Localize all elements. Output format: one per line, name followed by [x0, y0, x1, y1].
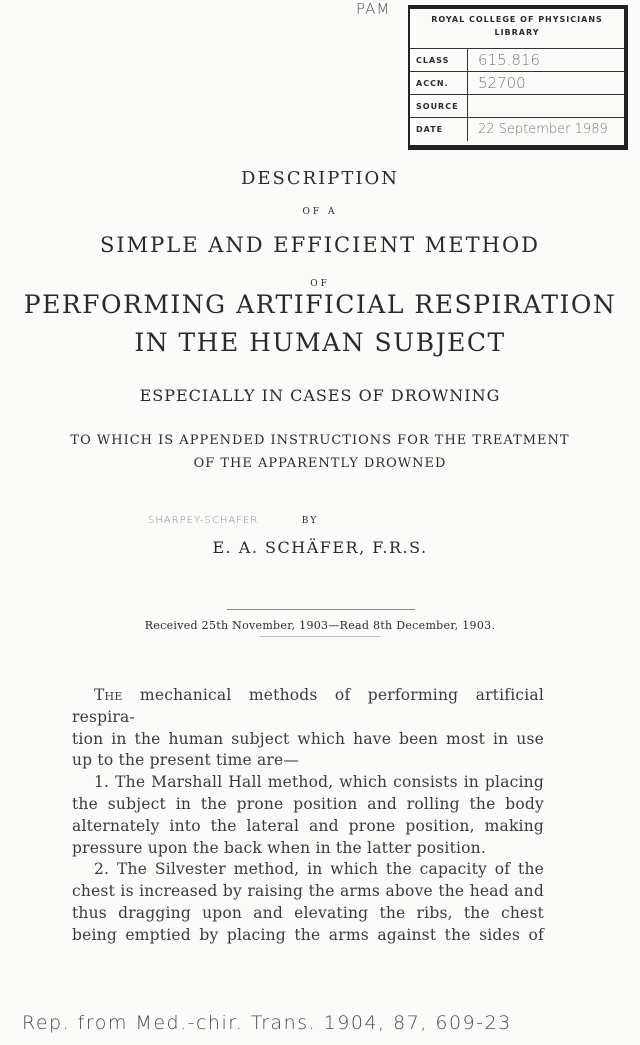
stamp-row-accn	[410, 72, 624, 95]
stamp-label: DATE	[410, 118, 468, 141]
body-line: thus dragging upon and elevating the ribs, the chest	[72, 903, 544, 922]
pencil-mark-top: PAM	[356, 0, 391, 18]
stamp-value: 22 September 1989	[478, 122, 608, 137]
body-line: pressure upon the back when in the latter position.	[72, 838, 486, 857]
body-line: The mechanical methods of performing artificial respira-	[72, 686, 544, 726]
title-description: DESCRIPTION	[240, 168, 400, 189]
stamp-row-class	[410, 49, 624, 72]
stamp-row-source	[410, 95, 624, 118]
stamp-header	[410, 9, 624, 49]
pencil-author-note: SHARPEY-SCHAFER	[148, 515, 259, 526]
divider-top	[227, 609, 415, 610]
stamp-row-date	[410, 118, 624, 141]
stamp-value	[468, 95, 624, 117]
stamp-label: SOURCE	[410, 95, 468, 117]
subtitle-appended-line1: TO WHICH IS APPENDED INSTRUCTIONS FOR THE TREATMENT	[70, 433, 570, 448]
body-line: chest is increased by raising the arms above the head and	[72, 882, 544, 901]
body-line: 2. The Silvester method, in which the capacity of the	[94, 860, 544, 879]
title-performing: PERFORMING ARTIFICIAL RESPIRATION	[23, 290, 617, 319]
title-human-subject: IN THE HUMAN SUBJECT	[134, 328, 506, 357]
stamp-label: ACCN.	[410, 72, 468, 94]
title-of-a: OF A	[302, 207, 338, 217]
pencil-mark-bottom: Rep. from Med.-chir. Trans. 1904, 87, 609-23	[22, 1012, 512, 1034]
body-line: alternately into the lateral and prone position, making	[72, 816, 544, 835]
subtitle-appended-line2: OF THE APPARENTLY DROWNED	[193, 456, 447, 471]
author-name: E. A. SCHÄFER, F.R.S.	[212, 538, 428, 557]
body-line: the subject in the prone position and rolling the body	[72, 794, 544, 813]
stamp-header-line1: ROYAL COLLEGE OF PHYSICIANS	[431, 15, 603, 24]
stamp-label: CLASS	[410, 49, 468, 71]
received-date-line: Received 25th November, 1903—Read 8th December, 1903.	[144, 619, 496, 632]
body-line: tion in the human subject which have been most in use	[72, 729, 544, 748]
byline-by: BY	[301, 516, 319, 526]
body-line: being emptied by placing the arms against the sides of	[72, 925, 544, 944]
stamp-value: 615.816	[478, 51, 541, 69]
stamp-header-line2: LIBRARY	[494, 28, 540, 37]
divider-bottom	[260, 636, 380, 637]
subtitle-drowning: ESPECIALLY IN CASES OF DROWNING	[139, 386, 501, 405]
stamp-value: 52700	[478, 74, 526, 92]
library-stamp	[408, 5, 628, 150]
body-text	[72, 685, 544, 947]
body-line: up to the present time are—	[72, 751, 300, 770]
title-simple-method: SIMPLE AND EFFICIENT METHOD	[99, 233, 541, 257]
body-line: 1. The Marshall Hall method, which consists in placing	[94, 773, 544, 792]
drop-word: The	[94, 686, 123, 704]
title-of: OF	[310, 279, 330, 289]
